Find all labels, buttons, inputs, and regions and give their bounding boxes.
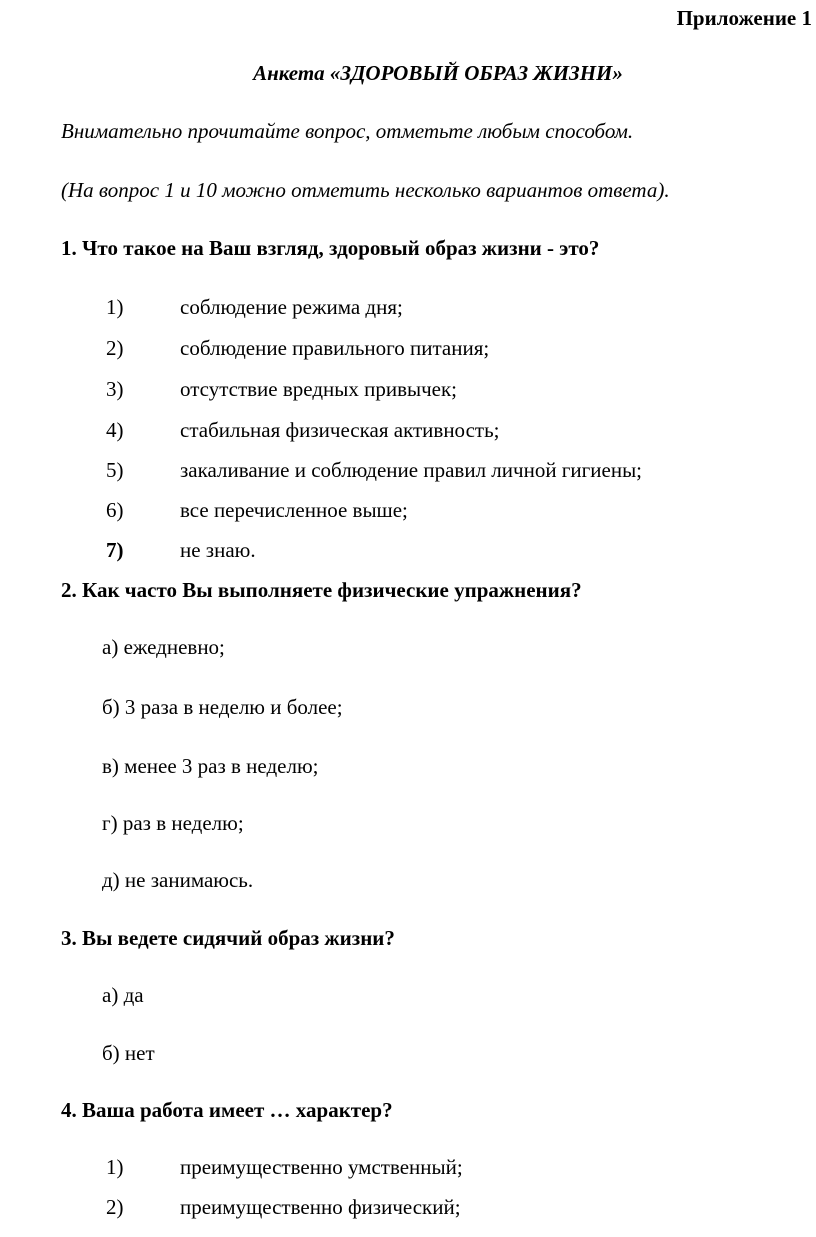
option-marker: 1) (106, 295, 124, 319)
option-text: преимущественно физический; (180, 1195, 461, 1219)
option-text: г) раз в неделю; (102, 811, 244, 835)
option-text: закаливание и соблюдение правил личной гигиены; (180, 458, 643, 482)
question-2: 2. Как часто Вы выполняете физические упражнения? (61, 578, 582, 602)
option-text: все перечисленное выше; (180, 498, 408, 522)
question-4: 4. Ваша работа имеет … характер? (61, 1098, 393, 1122)
option-text: стабильная физическая активность; (180, 418, 500, 442)
option-text: а) да (102, 983, 144, 1007)
option-marker: 7) (106, 538, 124, 562)
option-text: преимущественно умственный; (180, 1155, 463, 1179)
option-marker: 5) (106, 458, 124, 482)
option-text: соблюдение правильного питания; (180, 336, 490, 360)
appendix-label: Приложение 1 (676, 6, 812, 30)
option-text: д) не занимаюсь. (102, 868, 254, 892)
option-marker: 3) (106, 377, 124, 401)
question-1: 1. Что такое на Ваш взгляд, здоровый образ жизни - это? (61, 236, 600, 260)
option-marker: 2) (106, 1195, 124, 1219)
survey-title: Анкета «ЗДОРОВЫЙ ОБРАЗ ЖИЗНИ» (253, 61, 623, 85)
instruction-line: Внимательно прочитайте вопрос, отметьте любым способом. (61, 119, 634, 143)
option-text: отсутствие вредных привычек; (180, 377, 458, 401)
option-text: не знаю. (180, 538, 256, 562)
option-marker: 4) (106, 418, 124, 442)
option-text: б) 3 раза в неделю и более; (102, 695, 343, 719)
instruction-note: (На вопрос 1 и 10 можно отметить несколько вариантов ответа). (61, 178, 670, 202)
option-text: соблюдение режима дня; (180, 295, 403, 319)
option-marker: 6) (106, 498, 124, 522)
option-marker: 1) (106, 1155, 124, 1179)
option-text: б) нет (102, 1041, 155, 1065)
option-text: в) менее 3 раз в неделю; (102, 754, 319, 778)
option-text: а) ежедневно; (102, 635, 225, 659)
question-3: 3. Вы ведете сидячий образ жизни? (61, 926, 395, 950)
option-marker: 2) (106, 336, 124, 360)
